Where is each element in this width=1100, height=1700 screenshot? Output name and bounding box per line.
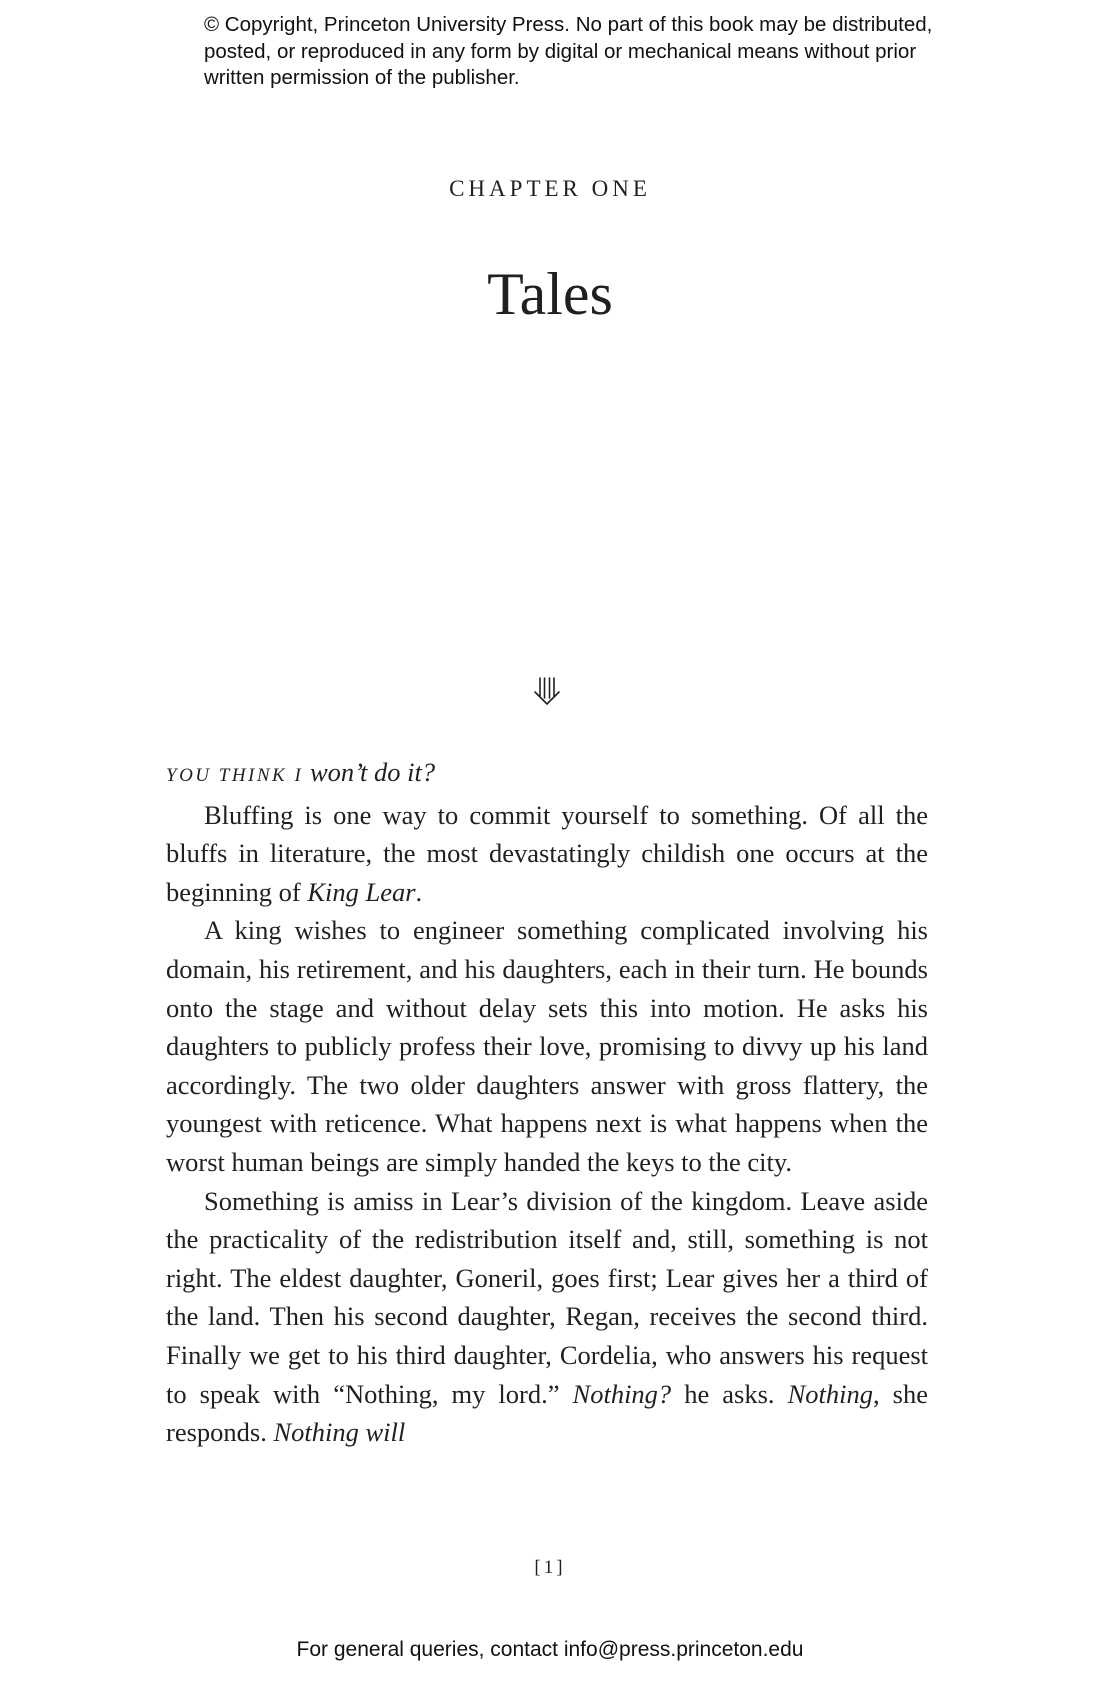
copyright-notice: © Copyright, Princeton University Press. No part of this book may be distributed, posted, or reproduced in any form by digital or mechanical means without prior written permission of the publisher.	[204, 13, 933, 89]
paragraph-3	[166, 1182, 928, 1452]
paragraph-3-italic-1: Nothing?	[572, 1378, 672, 1409]
page-number: [1]	[534, 1557, 566, 1578]
opening-line	[166, 753, 928, 796]
paragraph-2: A king wishes to engineer something complicated involving his domain, his retirement, and his daughters, each in their turn. He bounds onto the stage and without delay sets this into motion. He asks his daughters to publicly profess their love, promising to divvy up his land accordingly. The two older daughters answer with gross flattery, the youngest with reticence. What happens next is what happens when the worst human beings are simply handed the keys to the city.	[166, 915, 928, 1177]
paragraph-3-text-a: Something is amiss in Lear’s division of the kingdom. Leave aside the practicality of the redistribution itself and, still, something is not right. The eldest daughter, Goneril, goes first; Lear gives her a third of the land. Then his second daughter, Regan, receives the second third. Finally we get to his third daughter, Cordelia, who answers his request to speak with “Nothing, my lord.”	[166, 1185, 928, 1409]
paragraph-3-italic-3: Nothing will	[273, 1417, 406, 1448]
paragraph-1-text: Bluffing is one way to commit yourself to something. Of all the bluffs in literature, the most devastatingly childish one occurs at the beginning of	[166, 799, 928, 907]
chapter-label: CHAPTER ONE	[449, 176, 651, 201]
paragraph-3-text-c: , she responds.	[166, 1378, 929, 1448]
fleuron-ornament-icon	[532, 676, 562, 706]
opening-italic: won’t do it?	[303, 757, 436, 787]
paragraph-3-text-b: he asks.	[671, 1378, 788, 1409]
chapter-body-text	[166, 753, 928, 1452]
paragraph-1-end: .	[415, 876, 423, 907]
opening-smallcaps: YOU THINK I	[166, 765, 304, 786]
paragraph-3-italic-2: Nothing	[787, 1378, 874, 1409]
paragraph-1	[166, 796, 928, 912]
book-title-king-lear: King Lear	[307, 876, 416, 907]
footer-contact: For general queries, contact info@press.princeton.edu	[296, 1638, 804, 1661]
chapter-title: Tales	[487, 261, 613, 327]
